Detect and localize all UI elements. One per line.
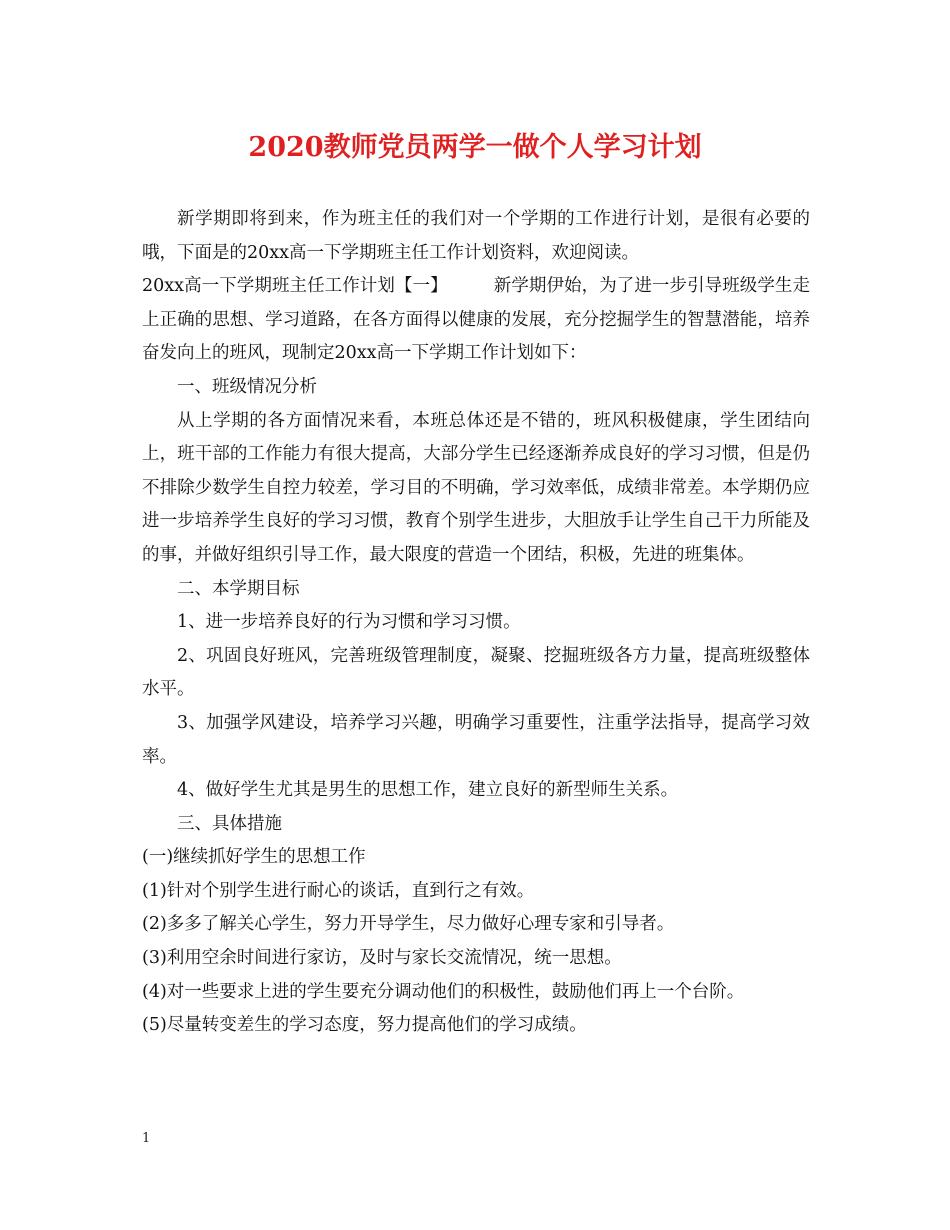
class-analysis-paragraph: 从上学期的各方面情况来看，本班总体还是不错的，班风积极健康，学生团结向上，班干部的工作能力有很大提高，大部分学生已经逐渐养成良好的学习习惯，但是仍不排除少数学生自控力较差，学习目的不明确，学习效率低，成绩非常差。本学期仍应进一步培养学生良好的学习习惯，教育个别学生进步，大胆放手让学生自己干力所能及的事，并做好组织引导工作，最大限度的营造一个团结，积极，先进的班集体。 — [142, 410, 810, 565]
intro-paragraph: 新学期即将到来，作为班主任的我们对一个学期的工作进行计划，是很有必要的哦，下面是的20xx高一下学期班主任工作计划资料，欢迎阅读。 — [142, 209, 810, 263]
page-number: 1 — [142, 1131, 151, 1146]
document-title: 2020教师党员两学一做个人学习计划 — [248, 132, 702, 163]
section-heading-measures: 三、具体措施 — [177, 813, 282, 834]
section-heading-goals: 二、本学期目标 — [177, 578, 300, 599]
document-body — [142, 203, 810, 1043]
goal-item: 1、进一步培养良好的行为习惯和学习习惯。 — [177, 612, 521, 633]
measure-item: (5)尽量转变差生的学习态度，努力提高他们的学习成绩。 — [142, 1015, 587, 1036]
goal-item: 2、巩固良好班风，完善班级管理制度，凝聚、挖掘班级各方力量，提高班级整体水平。 — [142, 645, 810, 700]
measure-item: (1)针对个别学生进行耐心的谈话，直到行之有效。 — [142, 880, 535, 901]
subsection-heading-thought-work: (一)继续抓好学生的思想工作 — [142, 847, 366, 868]
section-heading-class-analysis: 一、班级情况分析 — [177, 376, 317, 397]
plan-intro-paragraph — [142, 270, 810, 371]
goal-item: 3、加强学风建设，培养学习兴趣，明确学习重要性，注重学法指导，提高学习效率。 — [142, 712, 810, 767]
measure-item: (2)多多了解关心学生，努力开导学生，尽力做好心理专家和引导者。 — [142, 914, 675, 935]
measure-item: (3)利用空余时间进行家访，及时与家长交流情况，统一思想。 — [142, 948, 622, 969]
measure-item: (4)对一些要求上进的学生要充分调动他们的积极性，鼓励他们再上一个台阶。 — [142, 981, 745, 1002]
plan-intro-text: 新学期伊始，为了进一步引导班级学生走上正确的思想、学习道路，在各方面得以健康的发展，充分挖掘学生的智慧潜能，培养奋发向上的班风，现制定20xx高一下学期工作计划如下： — [142, 276, 811, 364]
goal-item: 4、做好学生尤其是男生的思想工作，建立良好的新型师生关系。 — [177, 780, 679, 801]
plan-heading: 20xx高一下学期班主任工作计划【一】 — [142, 276, 448, 297]
